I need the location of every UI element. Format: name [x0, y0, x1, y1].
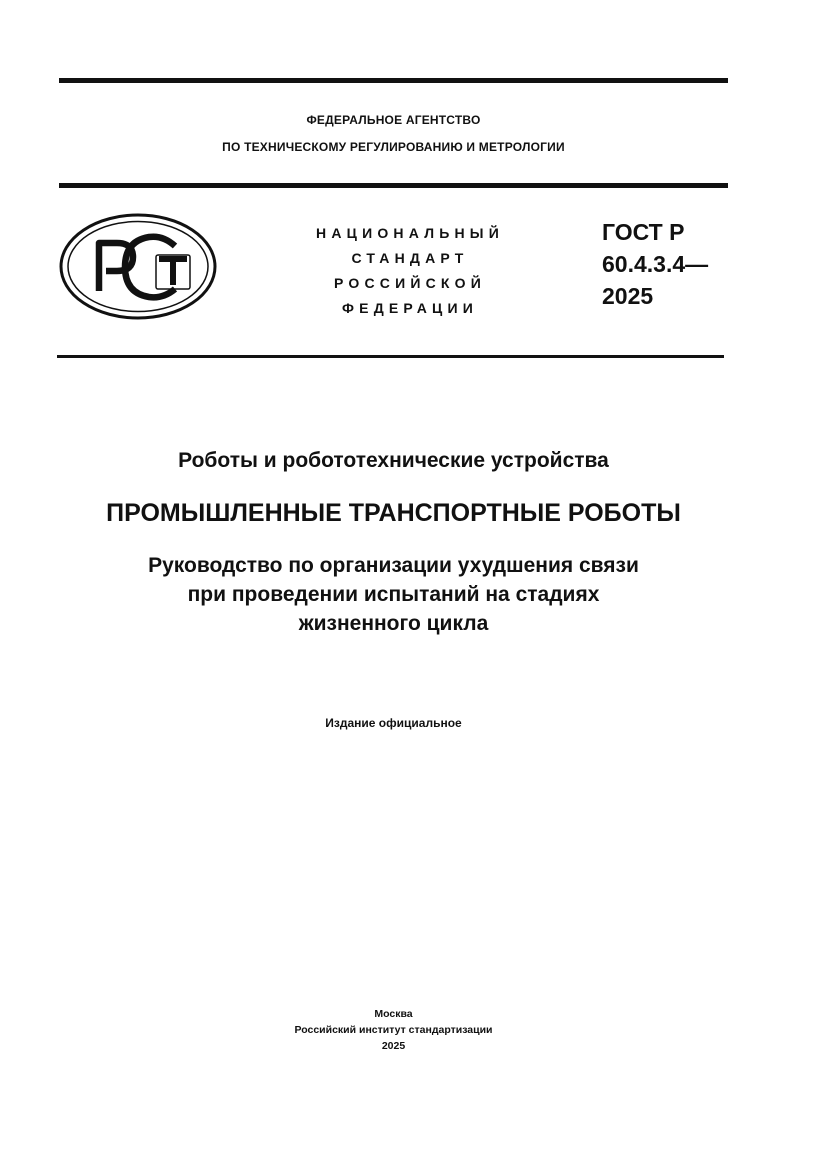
document-title-main: Роботы и робототехнические устройства	[178, 449, 609, 472]
top-divider	[59, 78, 728, 83]
imprint-publisher: Российский институт стандартизации	[294, 1024, 493, 1036]
standard-type-line-4: ФЕДЕРАЦИИ	[342, 300, 478, 316]
subtitle-line-1: Руководство по организации ухудшения связи	[148, 554, 639, 577]
agency-name-line-1: ФЕДЕРАЛЬНОЕ АГЕНТСТВО	[306, 113, 481, 127]
standard-type-line-2: СТАНДАРТ	[351, 250, 469, 266]
designation-line-1: ГОСТ Р	[602, 219, 685, 245]
rst-certification-mark-icon	[59, 213, 217, 320]
subtitle-line-2: при проведении испытаний на стадиях	[187, 583, 600, 606]
standard-type-line-1: НАЦИОНАЛЬНЫЙ	[316, 225, 504, 241]
document-title-caps: ПРОМЫШЛЕННЫЕ ТРАНСПОРТНЫЕ РОБОТЫ	[106, 499, 681, 527]
imprint-year: 2025	[381, 1040, 406, 1052]
standard-type-block	[296, 221, 524, 321]
standard-type-line-3: РОССИЙСКОЙ	[334, 275, 486, 291]
agency-name-line-2: ПО ТЕХНИЧЕСКОМУ РЕГУЛИРОВАНИЮ И МЕТРОЛОГИИ	[222, 140, 565, 154]
standard-designation	[602, 216, 708, 312]
designation-line-3: 2025	[602, 283, 654, 309]
imprint-block	[0, 1006, 787, 1054]
document-subtitle	[0, 551, 787, 638]
imprint-city: Москва	[374, 1008, 413, 1020]
subtitle-line-3: жизненного цикла	[298, 612, 489, 635]
edition-label: Издание официальное	[325, 716, 462, 730]
header-divider	[59, 183, 728, 188]
designation-line-2: 60.4.3.4—	[602, 251, 709, 277]
section-divider	[57, 355, 724, 358]
